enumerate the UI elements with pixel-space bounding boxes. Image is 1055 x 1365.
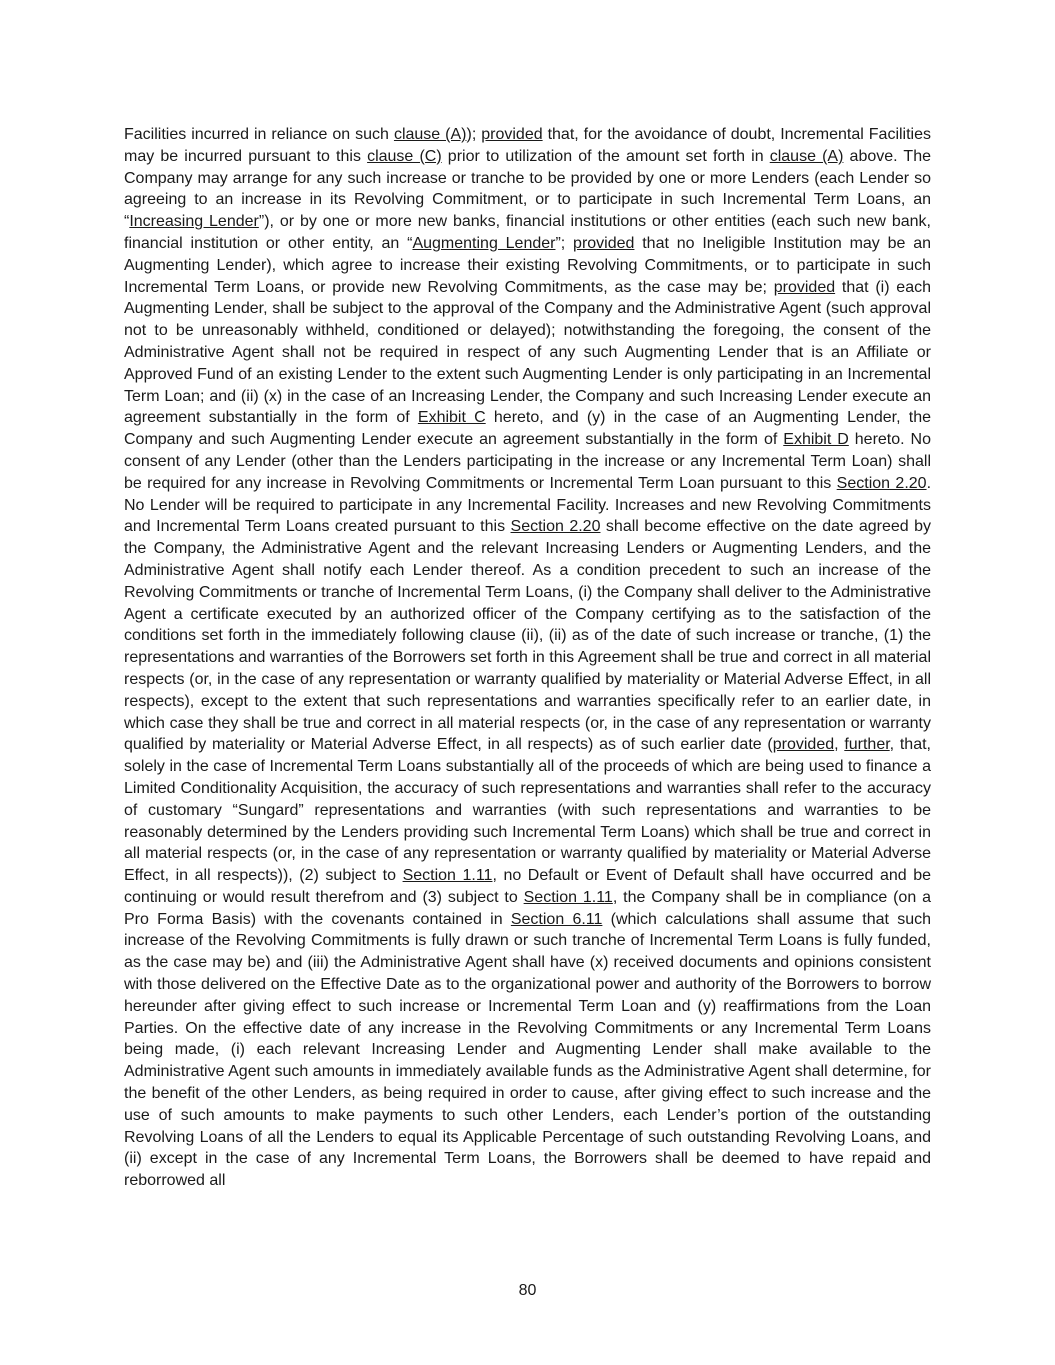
cross-reference: provided xyxy=(773,278,836,296)
text-run: ”; xyxy=(555,234,574,252)
text-run: Facilities incurred in reliance on such xyxy=(124,126,394,143)
cross-reference: further xyxy=(844,736,890,754)
cross-reference: clause (A) xyxy=(769,147,844,165)
cross-reference: provided xyxy=(481,126,543,143)
cross-reference: Exhibit D xyxy=(783,431,849,449)
cross-reference: provided xyxy=(772,736,835,754)
text-run: that, for the avoidance of doubt, Incremental Facilities may be incurred pursuant to this xyxy=(124,126,931,165)
cross-reference: Section 2.20 xyxy=(510,518,601,536)
cross-reference: Section 1.11 xyxy=(402,867,493,885)
cross-reference: Exhibit C xyxy=(417,409,486,427)
text-run: , no Default or Event of Default shall have occurred and be continuing or would result therefrom and (3) subject to xyxy=(124,867,932,906)
text-run: hereto. No consent of any Lender (other than the Lenders participating in the increase or any Incremental Term Loan) shall be required for any increase in Revolving Commitments or Incremental Term Loan pursuant to this xyxy=(124,431,932,492)
cross-reference: Increasing Lender xyxy=(129,213,259,231)
cross-reference: Augmenting Lender xyxy=(412,234,556,252)
text-run: hereto, and (y) in the case of an Augmenting Lender, the Company and such Augmenting Lender execute an agreement substantially in the form of xyxy=(124,409,932,449)
text-run: that (i) each Augmenting Lender, shall be subject to the approval of the Company and the Administrative Agent (such approval not to be unreasonably withheld, conditioned or delayed); notwithstanding the foregoing, the consent of the Administrative Agent shall not be required in respect of any such Augmenting Lender that is an Affiliate or Approved Fund of an existing Lender to the extent such Augmenting Lender is only participating in an Incremental Term Loan; and (ii) (x) in the case of an Increasing Lender, the Company and such Increasing Lender execute an agreement substantially in the form of xyxy=(124,278,932,427)
text-run: , the Company shall be in compliance (on a Pro Forma Basis) with the covenants contained in xyxy=(124,888,931,928)
text-run: shall become effective on the date agreed by the Company, the Administrative Agent and the relevant Increasing Lenders or Augmenting Lenders, and the Administrative Agent shall notify each Lender thereof. As a condition precedent to such an increase of the Revolving Commitments or tranche of Incremental Term Loans, (i) the Company shall deliver to the Administrative Agent a certificate executed by an authorized officer of the Company certifying as to the satisfaction of the conditions set forth in the immediately following clause (ii), (ii) as of the date of such increase or tranche, (1) the representations and warranties of the Borrowers set forth in this Agreement shall be true and correct in all material respects (or, in the case of any representation or warranty qualified by materiality or Material Adverse Effect, in all respects), except to the extent that such representations and warranties specifically refer to an earlier date, in which case they shall be true and correct in all material respects (or, in the case of any representation or warranty qualified by materiality or Material Adverse Effect, in all respects) as of such earlier date ( xyxy=(124,518,932,754)
cross-reference: Section 2.20 xyxy=(836,474,927,492)
text-run: . No Lender will be required to participate in any Incremental Facility. Increases and new Revolving Commitments and Incremental Term Loans created pursuant to this xyxy=(124,474,932,536)
text-run: (which calculations shall assume that such increase of the Revolving Commitments is fully drawn or such tranche of Incremental Term Loans is fully funded, as the case may be) and (iii) the Administrative Agent shall have (x) received documents and opinions consistent with those delivered on the Effective Date as to the organizational power and authority of the Borrowers to borrow hereunder after giving effect to such increase or Incremental Term Loan and (y) reaffirmations from the Loan Parties. On the effective date of any increase in the Revolving Commitments or any Incremental Term Loans being made, (i) each relevant Increasing Lender and Augmenting Lender shall make available to the Administrative Agent such amounts in immediately available funds as the Administrative Agent shall determine, for the benefit of the other Lenders, as being required in order to cause, after giving effect to such increase and the use of such amounts to make payments to such other Lenders, each Lender’s portion of the outstanding Revolving Loans of all the Lenders to equal its Applicable Percentage of such outstanding Revolving Loans, and (ii) except in the case of any Incremental Term Loans, the Borrowers shall be deemed to have repaid and reborrowed all xyxy=(124,910,932,1190)
text-run: that no Ineligible Institution may be an Augmenting Lender), which agree to increase their existing Revolving Commitments, or to participate in such Incremental Term Loans, or provide new Revolving Commitments, as the case may be; xyxy=(124,234,931,296)
text-run: , xyxy=(834,736,845,754)
cross-reference: clause (A) xyxy=(393,126,467,143)
page-number: 80 xyxy=(518,1282,537,1299)
cross-reference: Section 1.11 xyxy=(523,888,613,906)
text-run: , that, solely in the case of Incremental Term Loans substantially all of the proceeds of which are being used to finance a Limited Conditionality Acquisition, the accuracy of such representations and warranties shall refer to the accuracy of customary “Sungard” representations and warranties (with such representations and warranties to be reasonably determined by the Lenders providing such Incremental Term Loans) which shall be true and correct in all material respects (or, in the case of any representation or warranty qualified by materiality or Material Adverse Effect, in all respects)), (2) subject to xyxy=(124,736,931,885)
text-run: prior to utilization of the amount set forth in xyxy=(441,147,770,165)
text-run: above. The Company may arrange for any such increase or tranche to be provided by one or more Lenders (each Lender so agreeing to an increase in its Revolving Commitment, or to participate in such Incremental Term Loans, an “ xyxy=(124,147,931,231)
cross-reference: Section 6.11 xyxy=(510,910,603,928)
text-run: ); xyxy=(466,126,482,143)
body-paragraph xyxy=(124,124,931,1192)
cross-reference: clause (C) xyxy=(367,147,442,165)
text-run: ”), or by one or more new banks, financial institutions or other entities (each such new bank, financial institution or other entity, an “ xyxy=(124,213,932,252)
cross-reference: provided xyxy=(573,234,635,252)
